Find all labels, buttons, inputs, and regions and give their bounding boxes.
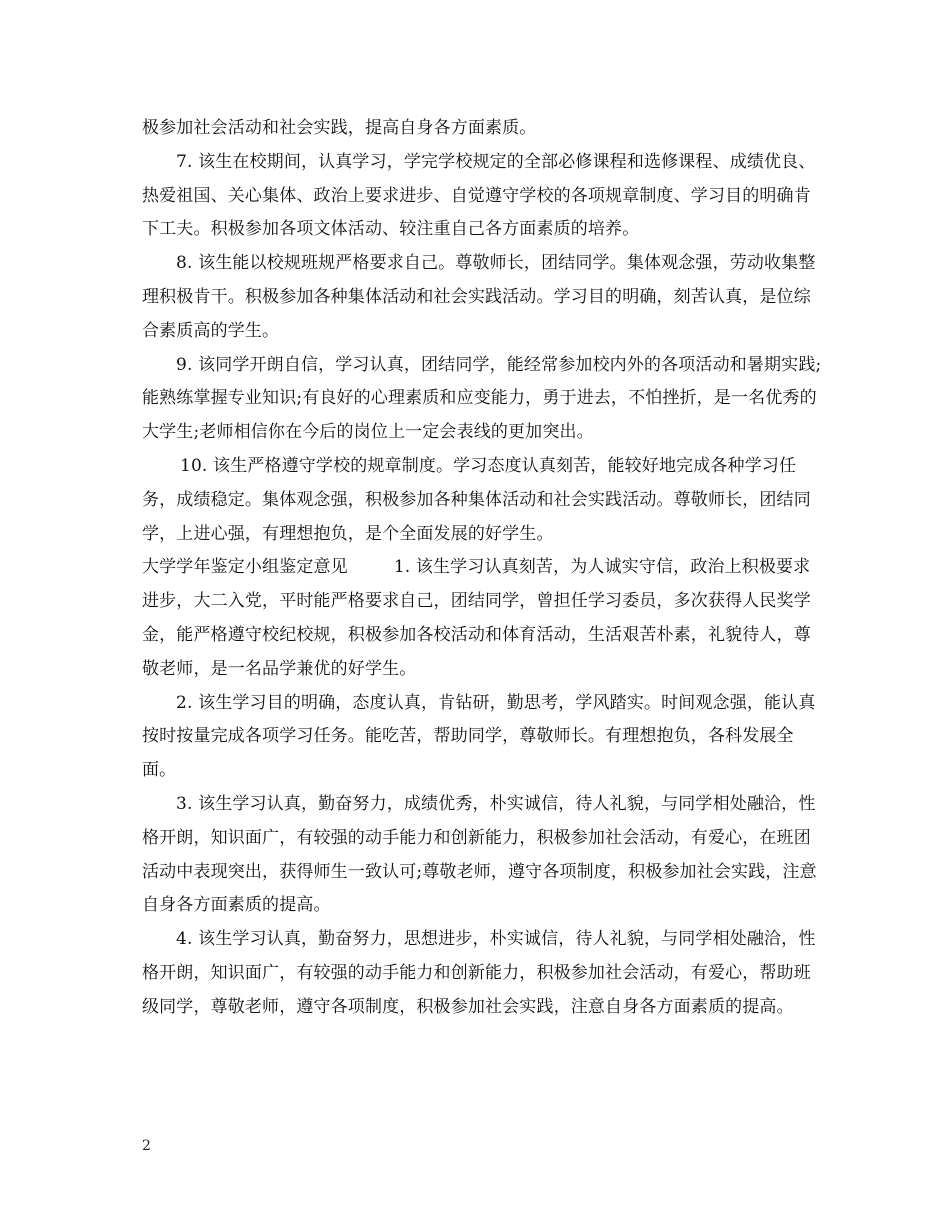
paragraph-text: 4. 该生学习认真，勤奋努力，思想进步，朴实诚信，待人礼貌，与同学相处融洽，性格开朗，知识面广，有较强的动手能力和创新能力，积极参加社会活动，有爱心，帮助班级同学，尊敬老师，遵守各项制度，积极参加社会实践，注意自身各方面素质的提高。 xyxy=(142,929,816,1017)
document-body xyxy=(142,112,822,1025)
paragraph-section-4 xyxy=(142,923,822,1024)
page-number: 2 xyxy=(142,1138,151,1154)
paragraph-item-8 xyxy=(142,247,822,348)
paragraph-text: 1. 该生学习认真刻苦，为人诚实守信，政治上积极要求进步，大二入党，平时能严格要求自己，团结同学，曾担任学习委员，多次获得人民奖学金，能严格遵守校纪校规，积极参加各校活动和体育活动，生活艰苦朴素，礼貌待人，尊敬老师，是一名品学兼优的好学生。 xyxy=(142,557,811,679)
paragraph-item-9 xyxy=(142,349,822,450)
paragraph-text: 7. 该生在校期间，认真学习，学完学校规定的全部必修课程和选修课程、成绩优良、热爱祖国、关心集体、政治上要求进步、自觉遵守学校的各项规章制度、学习目的明确肯下工夫。积极参加各项文体活动、较注重自己各方面素质的培养。 xyxy=(142,151,816,240)
paragraph-text: 9. 该同学开朗自信，学习认真，团结同学，能经常参加校内外的各项活动和暑期实践;能熟练掌握专业知识;有良好的心理素质和应变能力，勇于进去，不怕挫折，是一名优秀的大学生;老师相信你在今后的岗位上一定会表线的更加突出。 xyxy=(142,354,822,443)
paragraph-text: 10. 该生严格遵守学校的规章制度。学习态度认真刻苦，能较好地完成各种学习任务，成绩稳定。集体观念强，积极参加各种集体活动和社会实践活动。尊敬师长，团结同学，上进心强，有理想抱负，是个全面发展的好学生。 xyxy=(142,455,811,544)
paragraph-text: 3. 该生学习认真，勤奋努力，成绩优秀，朴实诚信，待人礼貌，与同学相处融洽，性格开朗，知识面广，有较强的动手能力和创新能力，积极参加社会活动，有爱心，在班团活动中表现突出，获得师生一致认可;尊敬老师，遵守各项制度，积极参加社会实践，注意自身各方面素质的提高。 xyxy=(142,793,817,916)
paragraph-section-2 xyxy=(142,687,822,788)
paragraph-section-1 xyxy=(142,551,822,686)
paragraph-text: 2. 该生学习目的明确，态度认真，肯钻研，勤思考，学风踏实。时间观念强，能认真按时按量完成各项学习任务。能吃苦，帮助同学，尊敬师长。有理想抱负，各科发展全面。 xyxy=(142,692,816,781)
paragraph-text: 8. 该生能以校规班规严格要求自己。尊敬师长，团结同学。集体观念强，劳动收集整理积极肯干。积极参加各种集体活动和社会实践活动。学习目的明确，刻苦认真，是位综合素质高的学生。 xyxy=(142,253,816,341)
paragraph-section-3 xyxy=(142,788,822,923)
paragraph-item-7 xyxy=(142,146,822,247)
section-heading: 大学学年鉴定小组鉴定意见 xyxy=(142,557,348,578)
paragraph-item-10 xyxy=(142,450,822,551)
paragraph-continuation xyxy=(142,112,822,146)
paragraph-text: 极参加社会活动和社会实践，提高自身各方面素质。 xyxy=(142,118,537,138)
